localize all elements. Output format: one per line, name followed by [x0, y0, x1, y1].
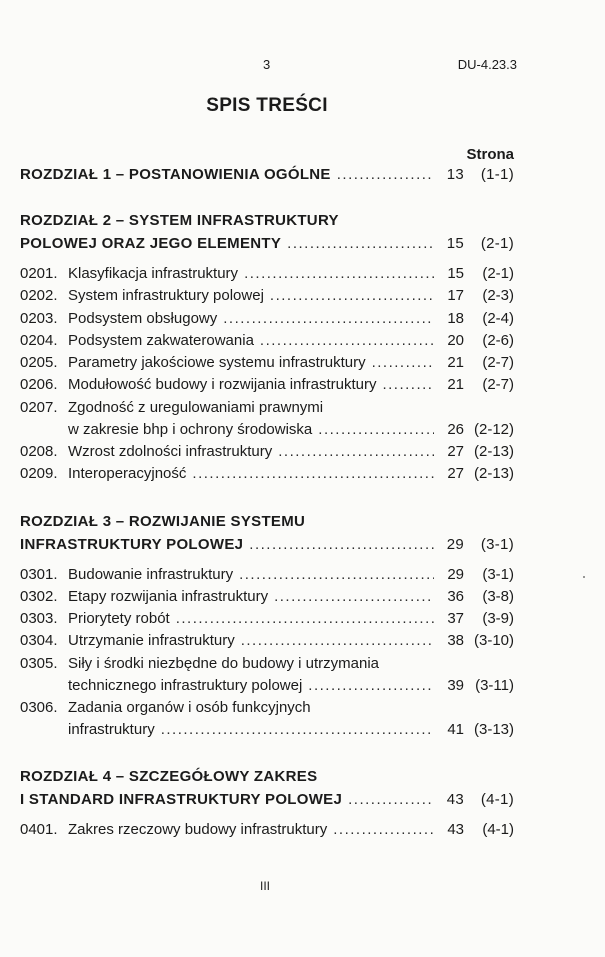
toc-entry-title: ROZDZIAŁ 2 – SYSTEM INFRASTRUKTURY [20, 212, 339, 229]
toc-page: 29 [446, 536, 464, 553]
dot-leader [249, 536, 434, 553]
dot-leader [244, 265, 434, 282]
toc-section-number: 0401. [20, 821, 58, 838]
toc-entry-title: System infrastruktury polowej [68, 287, 264, 304]
roman-page-number: III [260, 879, 271, 893]
dot-leader [270, 287, 434, 304]
toc-section-0306-line1[interactable] [0, 699, 514, 721]
toc-page: 18 [447, 310, 464, 327]
dot-leader [192, 465, 434, 482]
page-title: SPIS TREŚCI [206, 95, 328, 116]
toc-ref: (3-9) [482, 610, 514, 627]
toc-entry-title: w zakresie bhp i ochrony środowiska [68, 421, 313, 438]
toc-page: 17 [447, 287, 464, 304]
toc-ref: (2-4) [482, 310, 514, 327]
toc-ref: (2-13) [473, 443, 514, 460]
toc-entry-title: Zgodność z uregulowaniami prawnymi [68, 399, 324, 416]
toc-entry-title: ROZDZIAŁ 3 – ROZWIJANIE SYSTEMU [20, 513, 306, 530]
toc-section-number: 0201. [20, 265, 58, 282]
toc-entry-title: Zadania organów i osób funkcyjnych [68, 699, 311, 716]
toc-ref: (3-8) [482, 588, 514, 605]
toc-page: 37 [447, 610, 464, 627]
toc-entry-title: POLOWEJ ORAZ JEGO ELEMENTY [20, 235, 282, 252]
toc-section-0204[interactable] [0, 332, 514, 354]
toc-page: 43 [447, 821, 464, 838]
toc-ref: (2-6) [482, 332, 514, 349]
toc-page: 27 [447, 465, 464, 482]
toc-section-number: 0302. [20, 588, 58, 605]
toc-section-number: 0207. [20, 399, 58, 416]
toc-page: 15 [447, 265, 464, 282]
toc-section-number: 0205. [20, 354, 58, 371]
toc-section-number: 0209. [20, 465, 58, 482]
toc-entry-title: Etapy rozwijania infrastruktury [68, 588, 269, 605]
toc-page: 29 [447, 566, 464, 583]
toc-chapter-3-line2[interactable] [0, 536, 514, 558]
dot-leader [161, 721, 434, 738]
page-number: 3 [263, 57, 271, 72]
toc-section-0303[interactable] [0, 610, 514, 632]
dot-leader [308, 677, 434, 694]
toc-section-0306-line2[interactable] [0, 721, 514, 743]
toc-page: 38 [447, 632, 464, 649]
toc-ref: (2-1) [480, 235, 514, 252]
toc-entry-title: Zakres rzeczowy budowy infrastruktury [68, 821, 328, 838]
toc-section-0206[interactable] [0, 376, 514, 398]
toc-page: 41 [447, 721, 464, 738]
document-id: DU-4.23.3 [457, 57, 517, 72]
toc-page: 20 [447, 332, 464, 349]
page-column-header: Strona [466, 146, 514, 163]
toc-section-number: 0203. [20, 310, 58, 327]
toc-entry-title: Klasyfikacja infrastruktury [68, 265, 239, 282]
dot-leader [274, 588, 434, 605]
toc-entry-title: Wzrost zdolności infrastruktury [68, 443, 273, 460]
toc-chapter-2-line2[interactable] [0, 235, 514, 257]
toc-section-0203[interactable] [0, 310, 514, 332]
toc-section-0401[interactable] [0, 821, 514, 843]
toc-page: 36 [447, 588, 464, 605]
toc-chapter-1[interactable] [0, 166, 514, 188]
toc-entry-title: Utrzymanie infrastruktury [68, 632, 235, 649]
dot-leader [223, 310, 434, 327]
toc-section-0202[interactable] [0, 287, 514, 309]
toc-entry-title: infrastruktury [68, 721, 155, 738]
toc-section-0207-line1[interactable] [0, 399, 514, 421]
toc-section-0301[interactable] [0, 566, 514, 588]
toc-entry-title: Siły i środki niezbędne do budowy i utrzymania [68, 655, 379, 672]
toc-entry-title: ROZDZIAŁ 1 – POSTANOWIENIA OGÓLNE [20, 166, 331, 183]
toc-ref: (3-13) [473, 721, 514, 738]
toc-ref: (3-11) [475, 677, 514, 694]
toc-chapter-4-line2[interactable] [0, 791, 514, 813]
dot-leader [372, 354, 434, 371]
toc-ref: (3-1) [480, 536, 514, 553]
toc-page: 39 [447, 677, 464, 694]
toc-chapter-2-line1[interactable] [0, 212, 514, 234]
toc-section-0205[interactable] [0, 354, 514, 376]
toc-section-0302[interactable] [0, 588, 514, 610]
toc-ref: (2-7) [482, 354, 514, 371]
toc-section-0209[interactable] [0, 465, 514, 487]
toc-page: 26 [447, 421, 464, 438]
toc-ref: (2-12) [473, 421, 514, 438]
toc-page: 43 [446, 791, 464, 808]
toc-entry-title: Interoperacyjność [68, 465, 187, 482]
toc-section-0207-line2[interactable] [0, 421, 514, 443]
toc-ref: (2-3) [482, 287, 514, 304]
toc-entry-title: Podsystem zakwaterowania [68, 332, 254, 349]
toc-page: 21 [447, 376, 464, 393]
scan-speck [583, 576, 585, 578]
toc-chapter-4-line1[interactable] [0, 768, 514, 790]
toc-entry-title: I STANDARD INFRASTRUKTURY POLOWEJ [20, 791, 343, 808]
toc-section-0208[interactable] [0, 443, 514, 465]
dot-leader [176, 610, 434, 627]
toc-ref: (3-10) [473, 632, 514, 649]
dot-leader [278, 443, 434, 460]
toc-ref: (3-1) [482, 566, 514, 583]
toc-section-0304[interactable] [0, 632, 514, 654]
toc-entry-title: INFRASTRUKTURY POLOWEJ [20, 536, 244, 553]
dot-leader [318, 421, 434, 438]
toc-section-0305-line1[interactable] [0, 655, 514, 677]
toc-ref: (4-1) [480, 791, 514, 808]
toc-ref: (2-13) [473, 465, 514, 482]
dot-leader [333, 821, 434, 838]
toc-section-number: 0301. [20, 566, 58, 583]
toc-ref: (2-1) [482, 265, 514, 282]
toc-section-number: 0306. [20, 699, 58, 716]
toc-ref: (4-1) [482, 821, 514, 838]
dot-leader [241, 632, 434, 649]
toc-page: 15 [446, 235, 464, 252]
toc-entry-title: ROZDZIAŁ 4 – SZCZEGÓŁOWY ZAKRES [20, 768, 318, 785]
toc-entry-title: Modułowość budowy i rozwijania infrastruktury [68, 376, 377, 393]
toc-entry-title: Parametry jakościowe systemu infrastruktury [68, 354, 366, 371]
toc-entry-title: Priorytety robót [68, 610, 170, 627]
dot-leader [287, 235, 434, 252]
toc-entry-title: Podsystem obsługowy [68, 310, 218, 327]
toc-section-number: 0303. [20, 610, 58, 627]
toc-page: 27 [447, 443, 464, 460]
toc-section-number: 0206. [20, 376, 58, 393]
dot-leader [382, 376, 434, 393]
toc-entry-title: Budowanie infrastruktury [68, 566, 234, 583]
toc-section-0201[interactable] [0, 265, 514, 287]
toc-section-number: 0204. [20, 332, 58, 349]
toc-page: 13 [446, 166, 464, 183]
toc-ref: (2-7) [482, 376, 514, 393]
toc-section-0305-line2[interactable] [0, 677, 514, 699]
toc-chapter-3-line1[interactable] [0, 513, 514, 535]
toc-section-number: 0202. [20, 287, 58, 304]
dot-leader [348, 791, 434, 808]
toc-section-number: 0304. [20, 632, 58, 649]
toc-page: 21 [447, 354, 464, 371]
toc-section-number: 0208. [20, 443, 58, 460]
dot-leader [239, 566, 434, 583]
toc-section-number: 0305. [20, 655, 58, 672]
dot-leader [260, 332, 434, 349]
toc-entry-title: technicznego infrastruktury polowej [68, 677, 303, 694]
dot-leader [337, 166, 434, 183]
toc-ref: (1-1) [480, 166, 514, 183]
